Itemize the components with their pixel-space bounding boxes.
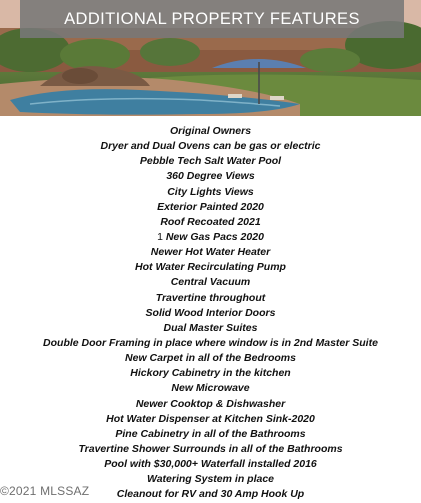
feature-item (0, 139, 421, 154)
feature-text: Pool with $30,000+ Waterfall installed 2016 (104, 458, 317, 471)
feature-text: 360 Degree Views (166, 170, 255, 183)
feature-item (0, 185, 421, 200)
feature-item (0, 245, 421, 260)
feature-count: 1 (157, 230, 166, 243)
feature-text: Hickory Cabinetry in the kitchen (130, 367, 291, 380)
feature-text: Hot Water Recirculating Pump (135, 261, 286, 274)
feature-text: Newer Cooktop & Dishwasher (135, 397, 286, 410)
feature-item (0, 336, 421, 351)
feature-text: New Microwave (171, 382, 250, 395)
feature-item (0, 306, 421, 321)
feature-text: Central Vacuum (170, 276, 251, 289)
feature-item (0, 124, 421, 139)
feature-text: Travertine Shower Surrounds in all of the Bathrooms (78, 442, 343, 455)
feature-text: City Lights Views (167, 185, 254, 198)
feature-list (0, 124, 421, 503)
feature-item (0, 397, 421, 412)
feature-item (0, 260, 421, 275)
feature-text: Double Door Framing in place where window is in 2nd Master Suite (43, 336, 378, 349)
feature-text: New Carpet in all of the Bedrooms (125, 352, 296, 365)
feature-item (0, 291, 421, 306)
feature-text: Exterior Painted 2020 (157, 200, 264, 213)
section-title: ADDITIONAL PROPERTY FEATURES (64, 9, 360, 28)
feature-item (0, 215, 421, 230)
section-title-bar (20, 0, 404, 38)
feature-text: Pine Cabinetry in all of the Bathrooms (115, 427, 306, 440)
feature-text: Pebble Tech Salt Water Pool (139, 155, 282, 168)
feature-item (0, 442, 421, 457)
feature-text: Solid Wood Interior Doors (145, 306, 276, 319)
feature-text: Dryer and Dual Ovens can be gas or electric (100, 140, 321, 153)
copyright-watermark: ©2021 MLSSAZ (0, 484, 90, 498)
feature-item (0, 457, 421, 472)
feature-item (0, 427, 421, 442)
feature-item (0, 275, 421, 290)
feature-text: New Gas Pacs 2020 (165, 230, 264, 243)
feature-item (0, 230, 421, 245)
feature-item (0, 154, 421, 169)
backyard-pool-photo (0, 0, 421, 116)
feature-text: Original Owners (169, 125, 252, 137)
feature-text: Watering System in place (146, 473, 274, 486)
feature-text: Travertine throughout (155, 291, 266, 304)
feature-item (0, 321, 421, 336)
feature-text: Hot Water Dispenser at Kitchen Sink-2020 (106, 412, 315, 425)
feature-item (0, 412, 421, 427)
feature-text: Cleanout for RV and 30 Amp Hook Up (116, 488, 305, 501)
feature-item (0, 351, 421, 366)
feature-text: Roof Recoated 2021 (160, 215, 261, 228)
feature-item (0, 200, 421, 215)
feature-item (0, 169, 421, 184)
feature-text: Dual Master Suites (163, 321, 258, 334)
feature-text: Newer Hot Water Heater (150, 246, 271, 259)
feature-item (0, 366, 421, 381)
feature-item (0, 381, 421, 396)
